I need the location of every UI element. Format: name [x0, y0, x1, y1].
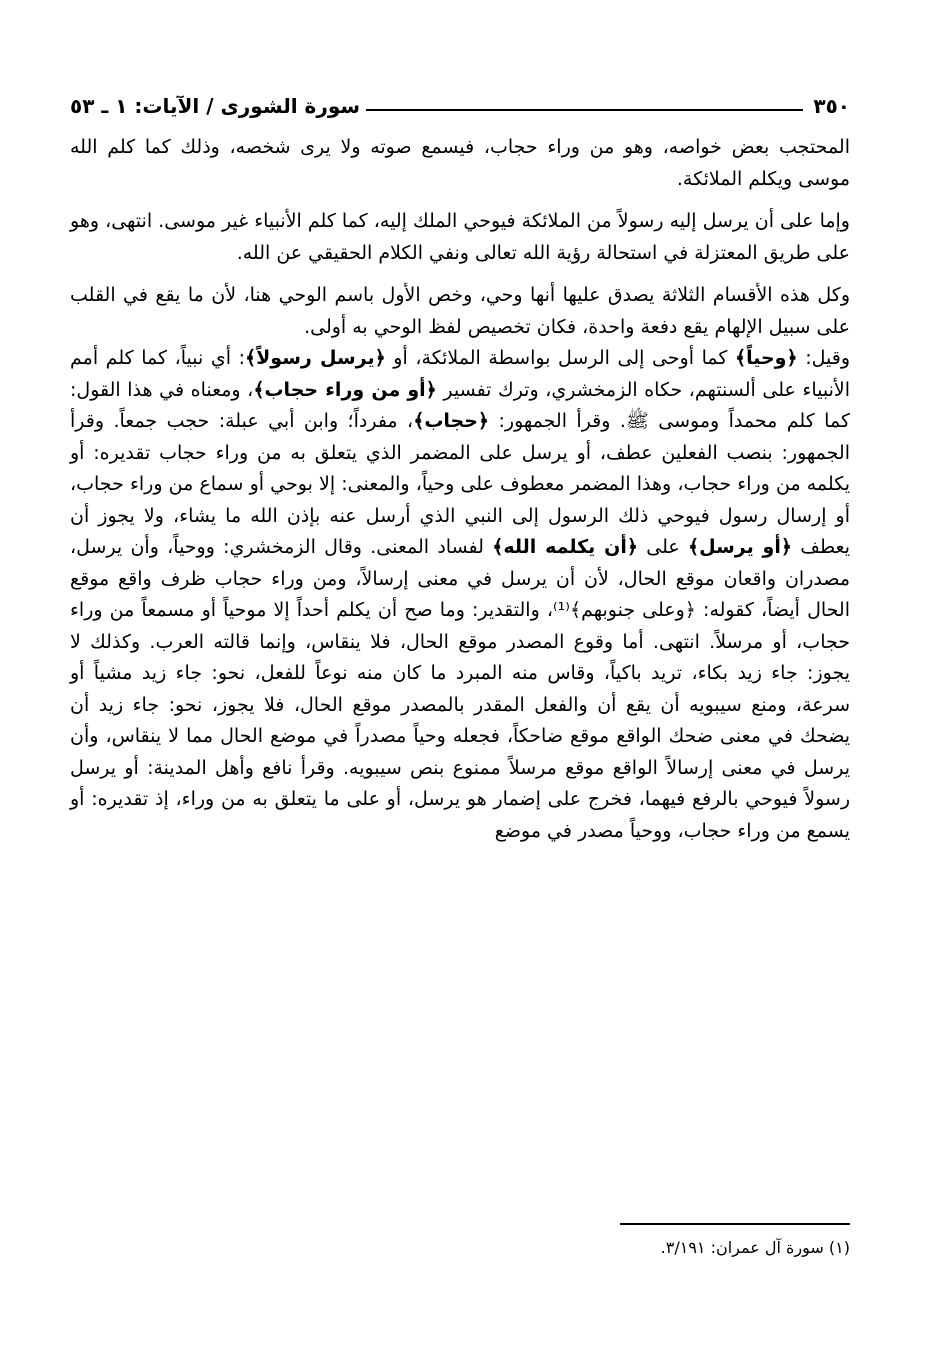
- footnote-divider: [620, 1223, 850, 1225]
- paragraph-4: [70, 343, 850, 847]
- paragraph-3: وكل هذه الأقسام الثلاثة يصدق عليها أنها وحي، وخص الأول باسم الوحي هنا، لأن ما يقع في القلب على سبيل الإلهام يقع دفعة واحدة، فكان تخصيص لفظ الوحي به أولى.: [70, 284, 850, 338]
- running-title: سورة الشورى / الآيات: ١ ـ ٥٣: [70, 94, 361, 118]
- main-text: [70, 132, 850, 847]
- quran-quote: ﴿أو من وراء حجاب﴾: [253, 378, 437, 401]
- paragraph-2: وإما على أن يرسل إليه رسولاً من الملائكة فيوحي الملك إليه، كما كلم الأنبياء غير موسى. انتهى، وهو على طريق المعتزلة في استحالة رؤية الله تعالى ونفي الكلام الحقيقي عن الله.: [70, 210, 850, 264]
- text-run: ، ومعناه في هذا القول: كما كلم محمداً وموسى ﷺ. وقرأ الجمهور:: [70, 378, 850, 432]
- quran-quote: ﴿أن يكلمه الله﴾: [492, 536, 638, 558]
- text-run: كما أوحى إلى الرسل بواسطة الملائكة، أو: [385, 347, 735, 369]
- page-number: ٣٥٠: [813, 94, 850, 118]
- quran-quote: ﴿وحياً﴾: [734, 347, 798, 369]
- quran-quote: ﴿يرسل رسولاً﴾: [245, 347, 386, 369]
- text-run: وقيل:: [797, 347, 850, 369]
- book-page: [70, 88, 850, 1288]
- paragraph-1: المحتجب بعض خواصه، وهو من وراء حجاب، فيسمع صوته ولا يرى شخصه، وذلك كما كلم الله موسى ويكلم الملائكة.: [70, 136, 850, 190]
- header-rule: [366, 109, 803, 111]
- text-run: على: [637, 536, 688, 558]
- quran-quote: ﴿حجاب﴾: [413, 410, 490, 432]
- text-run: : أي نبياً، كما كلم أمم الأنبياء على ألسنتهم، حكاه الزمخشري، وترك تفسير: [70, 347, 851, 401]
- text-run: ، مفرداً؛ وابن أبي عبلة: حجب جمعاً. وقرأ الجمهور: بنصب الفعلين عطف، أو يرسل على المضمر الذي يتعلق به من وراء حجاب تقديره: أو يكلمه من وراء حجاب، وهذا المضمر معطوف على وحياً، والمعنى: إلا بوحي أو سماع من وراء حجاب، أو إرسال رسول فيوحي ذلك الرسول إلى النبي الذي أرسل عنه بإذن الله ما يشاء، ولا يجوز أن يعطف: [70, 410, 850, 558]
- footnote: (١) سورة آل عمران: ٣/١٩١.: [660, 1238, 850, 1257]
- running-header: [70, 88, 850, 118]
- quran-quote: ﴿أو يرسل﴾: [687, 536, 793, 558]
- text-run: لفساد المعنى. وقال الزمخشري: ووحياً، وأن يرسل، مصدران واقعان موقع الحال، لأن أن يرسل في معنى إرسالاً، ومن وراء حجاب ظرف واقع موقع الحال أيضاً، كقوله: ﴿وعلى جنوبهم﴾⁽¹⁾، والتقدير: وما صح أن يكلم أحداً إلا موحياً أو مسمعاً من وراء حجاب، أو مرسلاً. انتهى. أما وقوع المصدر موقع الحال، فلا ينقاس، وإنما قالته العرب. وكذلك لا يجوز: جاء زيد بكاء، تريد باكياً، وقاس منه المبرد ما كان منه نوعاً للفعل، نحو: جاء زيد مشياً أو سرعة، ومنع سيبويه أن يقع أن والفعل المقدر بالمصدر موقع الحال، فلا يجوز، نحو: جاء زيد أن يضحك في معنى ضحك الواقع موقع ضاحكاً، فجعله وحياً مصدراً في موضع الحال مما لا ينقاس، وأن يرسل في معنى إرسالاً الواقع موقع مرسلاً ممنوع بنص سيبويه. وقرأ نافع وأهل المدينة: أو يرسل رسولاً فيوحي بالرفع فيهما، فخرج على إضمار هو يرسل، أو على ما يتعلق به من وراء، إذ تقديره: أو يسمع من وراء حجاب، ووحياً مصدر في موضع: [70, 536, 850, 842]
